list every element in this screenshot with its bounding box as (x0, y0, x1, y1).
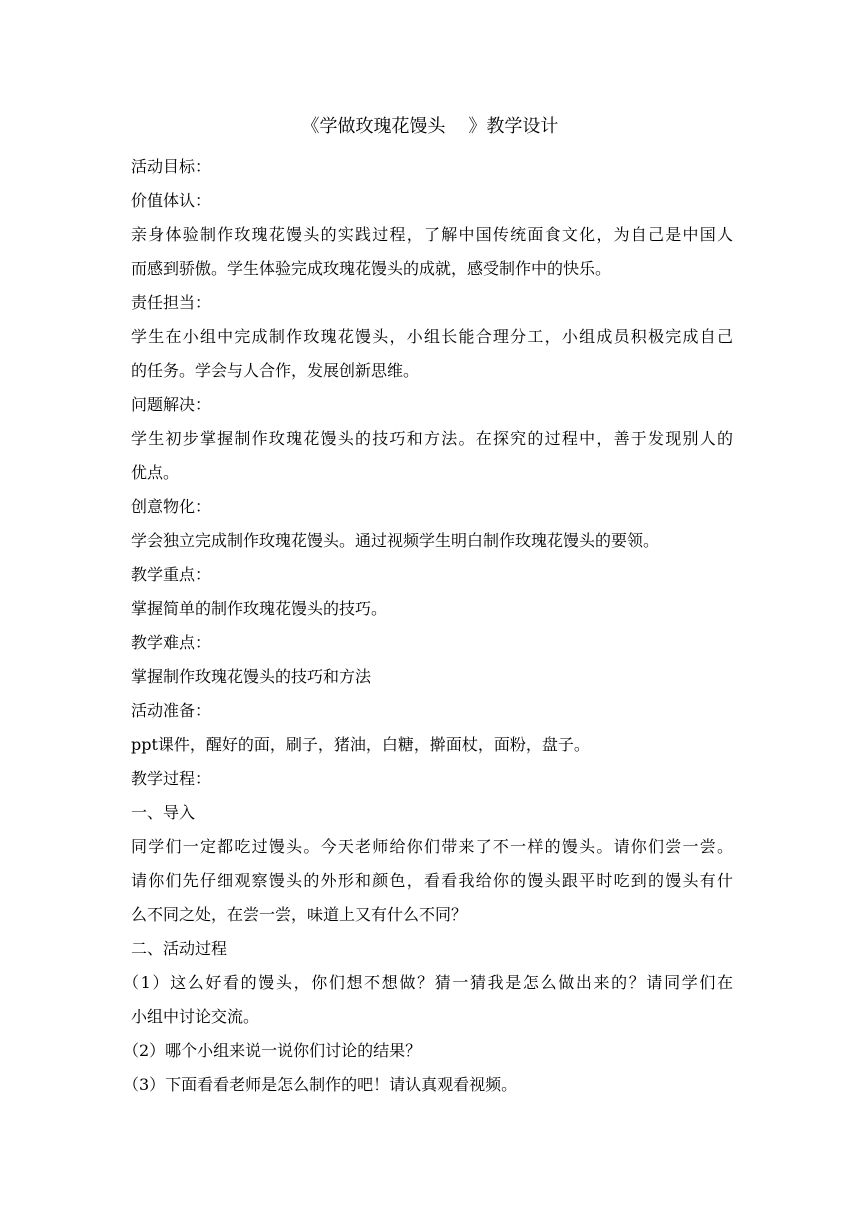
text-line: 优点。 (131, 463, 180, 482)
text-line: 学生在小组中完成制作玫瑰花馒头，小组长能合理分工，小组成员积极完成自己 (131, 327, 733, 346)
text-line: 而感到骄傲。学生体验完成玫瑰花馒头的成就，感受制作中的快乐。 (131, 259, 612, 278)
text-line: ppt课件，醒好的面，刷子，猪油，白糖，擀面杖，面粉，盘子。 (131, 735, 590, 754)
text-line: 活动准备： (131, 701, 212, 720)
text-line: 活动目标： (131, 157, 212, 176)
text-line: 掌握简单的制作玫瑰花馒头的技巧。 (131, 599, 388, 618)
text-line: 二、活动过程 (131, 939, 228, 958)
text-line: 掌握制作玫瑰花馒头的技巧和方法 (131, 667, 372, 686)
text-line: 一、导入 (131, 803, 196, 822)
text-line: 么不同之处，在尝一尝，味道上又有什么不同？ (131, 905, 468, 924)
text-line: 价值体认： (131, 191, 212, 210)
text-line: 责任担当： (131, 293, 212, 312)
text-line: 学会独立完成制作玫瑰花馒头。通过视频学生明白制作玫瑰花馒头的要领。 (131, 531, 660, 550)
text-line: 教学难点： (131, 633, 212, 652)
text-line: 亲身体验制作玫瑰花馒头的实践过程，了解中国传统面食文化，为自己是中国人 (131, 225, 733, 244)
text-line: 创意物化： (131, 497, 212, 516)
text-line: （1）这么好看的馒头，你们想不想做？猜一猜我是怎么做出来的？请同学们在 (123, 973, 733, 992)
document-body (123, 150, 733, 1102)
text-line: 同学们一定都吃过馒头。今天老师给你们带来了不一样的馒头。请你们尝一尝。 (131, 837, 733, 856)
text-line: （3）下面看看老师是怎么制作的吧！请认真观看视频。 (123, 1075, 518, 1094)
text-line: 教学重点： (131, 565, 212, 584)
text-line: 学生初步掌握制作玫瑰花馒头的技巧和方法。在探究的过程中，善于发现别人的 (131, 429, 733, 448)
text-line: 小组中讨论交流。 (131, 1007, 260, 1026)
document-title: 《学做玫瑰花馒头 》教学设计 (301, 116, 559, 137)
text-line: 请你们先仔细观察馒头的外形和颜色，看看我给你的馒头跟平时吃到的馒头有什 (131, 871, 733, 890)
text-line: 问题解决： (131, 395, 212, 414)
text-line: 的任务。学会与人合作，发展创新思维。 (131, 361, 420, 380)
text-line: 教学过程： (131, 769, 212, 788)
text-line: （2）哪个小组来说一说你们讨论的结果？ (123, 1041, 422, 1060)
